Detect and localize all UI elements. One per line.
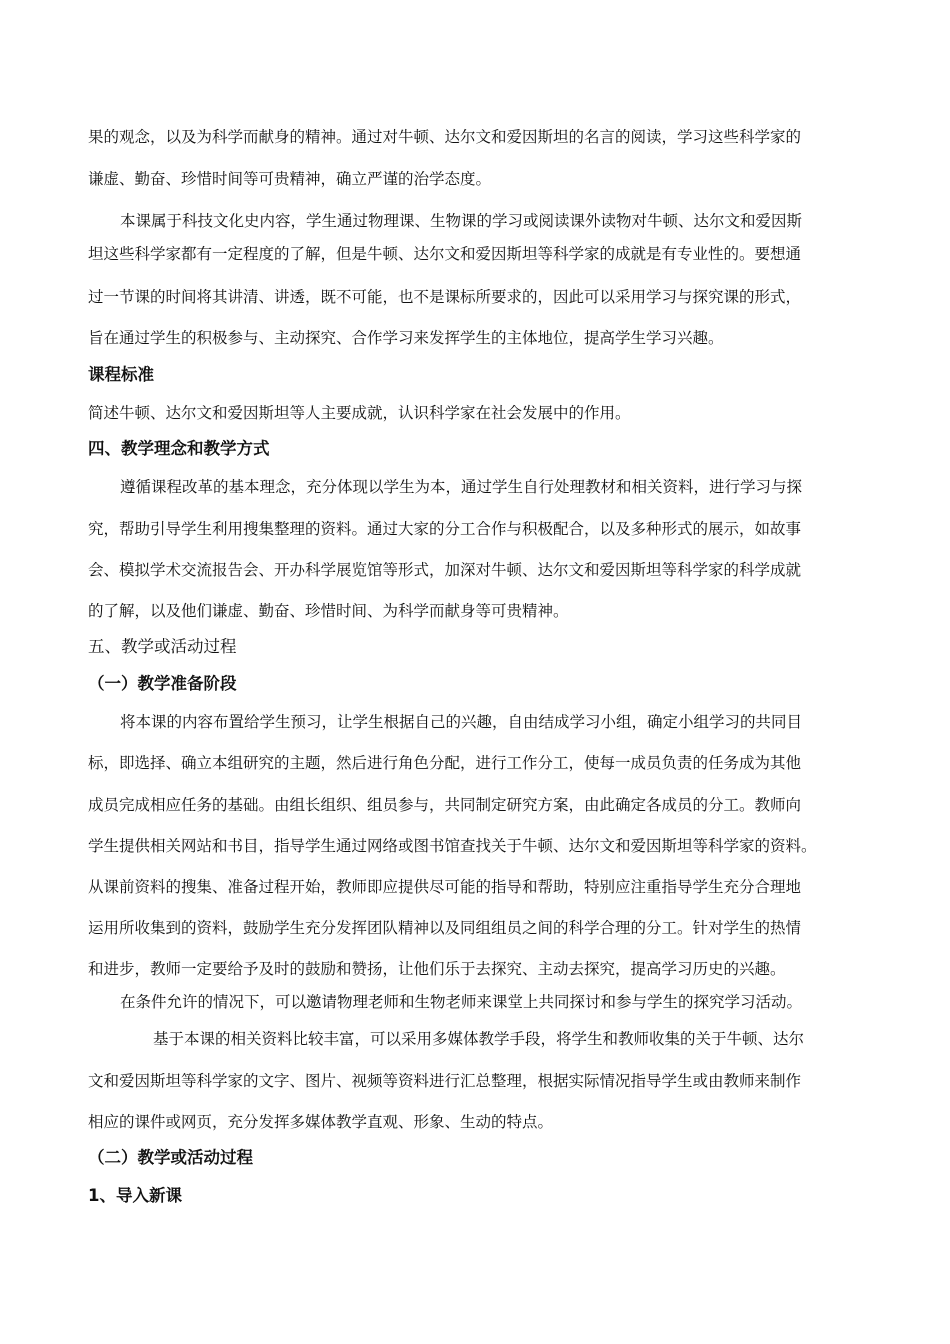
paragraph-line: 相应的课件或网页，充分发挥多媒体教学直观、形象、生动的特点。: [88, 1113, 554, 1131]
section-heading-standard: 课程标准: [88, 365, 154, 384]
paragraph-line: 本课属于科技文化史内容，学生通过物理课、生物课的学习或阅读课外读物对牛顿、达尔文和爱因斯: [120, 212, 803, 230]
subsection-heading-intro: 1、导入新课: [88, 1186, 182, 1205]
section-heading-5: 五、教学或活动过程: [88, 637, 237, 656]
paragraph-line: 旨在通过学生的积极参与、主动探究、合作学习来发挥学生的主体地位，提高学生学习兴趣。: [88, 329, 724, 347]
paragraph-line: 果的观念，以及为科学而献身的精神。通过对牛顿、达尔文和爱因斯坦的名言的阅读，学习这些科学家的: [88, 128, 802, 146]
paragraph-line: 过一节课的时间将其讲清、讲透，既不可能，也不是课标所要求的，因此可以采用学习与探究课的形式，: [88, 288, 802, 306]
paragraph-line: 基于本课的相关资料比较丰富，可以采用多媒体教学手段，将学生和教师收集的关于牛顿、达尔: [153, 1030, 805, 1048]
paragraph-line: 坦这些科学家都有一定程度的了解，但是牛顿、达尔文和爱因斯坦等科学家的成就是有专业性的。要想通: [88, 245, 802, 263]
paragraph-line: 遵循课程改革的基本理念，充分体现以学生为本，通过学生自行处理教材和相关资料，进行学习与探: [120, 478, 803, 496]
subsection-heading-process: （二）教学或活动过程: [88, 1148, 253, 1167]
paragraph-line: 学生提供相关网站和书目，指导学生通过网络或图书馆查找关于牛顿、达尔文和爱因斯坦等科学家的资料。: [88, 837, 817, 855]
section-heading-4: 四、教学理念和教学方式: [88, 439, 270, 458]
paragraph-line: 运用所收集到的资料，鼓励学生充分发挥团队精神以及同组组员之间的科学合理的分工。针对学生的热情: [88, 919, 802, 937]
paragraph-line: 和进步，教师一定要给予及时的鼓励和赞扬，让他们乐于去探究、主动去探究，提高学习历史的兴趣。: [88, 960, 786, 978]
paragraph-line: 究，帮助引导学生利用搜集整理的资料。通过大家的分工合作与积极配合，以及多种形式的展示，如故事: [88, 520, 802, 538]
paragraph-line: 将本课的内容布置给学生预习，让学生根据自己的兴趣，自由结成学习小组，确定小组学习的共同目: [120, 713, 803, 731]
paragraph-line: 文和爱因斯坦等科学家的文字、图片、视频等资料进行汇总整理，根据实际情况指导学生或由教师来制作: [88, 1072, 802, 1090]
paragraph-line: 会、模拟学术交流报告会、开办科学展览馆等形式，加深对牛顿、达尔文和爱因斯坦等科学家的科学成就: [88, 561, 802, 579]
paragraph-line: 的了解，以及他们谦虚、勤奋、珍惜时间、为科学而献身等可贵精神。: [88, 602, 569, 620]
paragraph-line: 成员完成相应任务的基础。由组长组织、组员参与，共同制定研究方案，由此确定各成员的分工。教师向: [88, 796, 802, 814]
paragraph-line: 标，即选择、确立本组研究的主题，然后进行角色分配，进行工作分工，使每一成员负责的任务成为其他: [88, 754, 802, 772]
paragraph-line: 在条件允许的情况下，可以邀请物理老师和生物老师来课堂上共同探讨和参与学生的探究学习活动。: [120, 993, 803, 1011]
subsection-heading-prep: （一）教学准备阶段: [88, 674, 237, 693]
paragraph-line: 从课前资料的搜集、准备过程开始，教师即应提供尽可能的指导和帮助，特别应注重指导学生充分合理地: [88, 878, 802, 896]
paragraph-line: 谦虚、勤奋、珍惜时间等可贵精神，确立严谨的治学态度。: [88, 170, 492, 188]
paragraph-line: 简述牛顿、达尔文和爱因斯坦等人主要成就，认识科学家在社会发展中的作用。: [88, 404, 631, 422]
